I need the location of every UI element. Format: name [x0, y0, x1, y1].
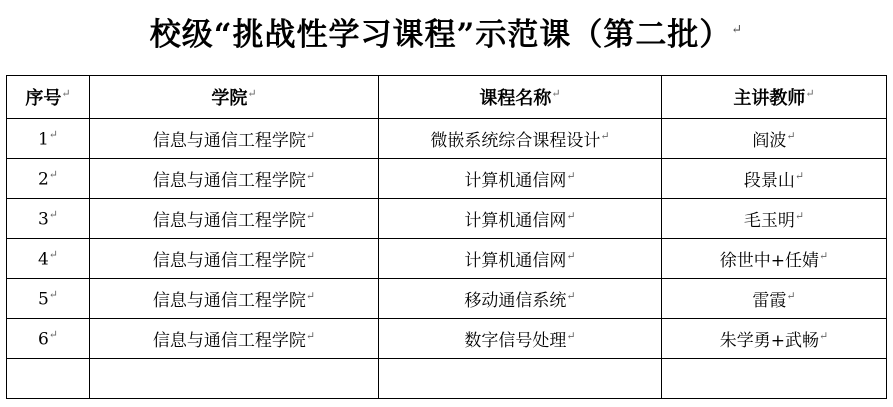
cell-no-text: 3 [37, 209, 49, 230]
cell-no [7, 279, 90, 319]
paragraph-mark-icon: ↵ [305, 329, 316, 343]
cell-dept [90, 239, 379, 279]
paragraph-mark-icon: ↵ [566, 289, 576, 303]
paragraph-mark-icon: ↵ [805, 87, 815, 100]
cell-course-text: 微嵌系统综合课程设计 [430, 131, 601, 151]
cell-teacher [662, 319, 887, 359]
cell-course-text: 移动通信系统 [464, 291, 567, 311]
cell-course [379, 159, 662, 199]
cell-course [379, 119, 662, 159]
table-row [7, 199, 887, 239]
cell-teacher-text: 徐世中+任婧 [719, 251, 820, 271]
column-header-dept [90, 76, 379, 119]
paragraph-mark-icon: ↵ [566, 209, 576, 223]
paragraph-mark-icon: ↵ [794, 169, 805, 183]
paragraph-mark-icon: ↵ [48, 327, 59, 341]
table-row [7, 119, 887, 159]
column-header-no-label: 序号 [25, 88, 62, 109]
cell-no-text: 6 [37, 329, 49, 350]
paragraph-mark-icon: ↵ [48, 127, 59, 141]
paragraph-mark-icon: ↵ [61, 87, 71, 100]
page-title-text: 校级“挑战性学习课程”示范课（第二批） [149, 17, 732, 53]
cell-dept-text: 信息与通信工程学院 [152, 291, 306, 311]
paragraph-mark-icon: ↵ [305, 249, 316, 263]
cell-teacher-text: 雷霞 [752, 291, 787, 311]
course-table [6, 75, 887, 399]
cell-no [7, 359, 90, 399]
cell-teacher [662, 239, 887, 279]
cell-dept-text: 信息与通信工程学院 [152, 211, 306, 231]
cell-teacher-text: 段景山 [743, 171, 795, 191]
cell-dept-text: 信息与通信工程学院 [152, 171, 306, 191]
page-title [0, 0, 893, 51]
cell-course [379, 239, 662, 279]
cell-no [7, 159, 90, 199]
paragraph-mark-icon: ↵ [305, 289, 316, 303]
paragraph-mark-icon: ↵ [731, 22, 744, 38]
paragraph-mark-icon: ↵ [48, 207, 59, 221]
paragraph-mark-icon: ↵ [48, 287, 59, 301]
cell-no-text: 2 [37, 169, 49, 190]
cell-teacher [662, 199, 887, 239]
cell-teacher-text: 朱学勇+武畅 [719, 331, 820, 351]
table-row [7, 319, 887, 359]
cell-dept [90, 119, 379, 159]
column-header-course-label: 课程名称 [479, 88, 552, 109]
cell-teacher [662, 359, 887, 399]
cell-teacher [662, 119, 887, 159]
paragraph-mark-icon: ↵ [819, 249, 829, 263]
cell-course-text: 数字信号处理 [464, 331, 567, 351]
paragraph-mark-icon: ↵ [566, 169, 576, 183]
paragraph-mark-icon: ↵ [247, 87, 257, 100]
table-row [7, 279, 887, 319]
cell-course [379, 319, 662, 359]
column-header-course [379, 76, 662, 119]
paragraph-mark-icon: ↵ [305, 129, 316, 143]
cell-dept [90, 159, 379, 199]
table-row [7, 359, 887, 399]
paragraph-mark-icon: ↵ [794, 209, 805, 223]
cell-no [7, 119, 90, 159]
cell-no-text: 1 [37, 129, 49, 150]
cell-course-text: 计算机通信网 [464, 211, 567, 231]
paragraph-mark-icon: ↵ [305, 169, 316, 183]
cell-course [379, 279, 662, 319]
paragraph-mark-icon: ↵ [566, 249, 576, 263]
cell-teacher [662, 159, 887, 199]
paragraph-mark-icon: ↵ [600, 129, 610, 143]
cell-teacher-text: 阎波 [752, 131, 787, 151]
cell-teacher [662, 279, 887, 319]
cell-course-text: 计算机通信网 [464, 251, 567, 271]
column-header-dept-label: 学院 [211, 88, 248, 109]
column-header-no [7, 76, 90, 119]
cell-course-text: 计算机通信网 [464, 171, 567, 191]
paragraph-mark-icon: ↵ [48, 167, 59, 181]
table-body [7, 119, 887, 399]
cell-dept [90, 319, 379, 359]
cell-dept-text: 信息与通信工程学院 [152, 331, 306, 351]
table-row [7, 239, 887, 279]
table-row [7, 159, 887, 199]
table-header-row [7, 76, 887, 119]
cell-no [7, 199, 90, 239]
paragraph-mark-icon: ↵ [551, 87, 561, 100]
cell-dept-text: 信息与通信工程学院 [152, 251, 306, 271]
paragraph-mark-icon: ↵ [786, 129, 796, 143]
column-header-teacher-label: 主讲教师 [733, 88, 806, 109]
cell-dept [90, 359, 379, 399]
paragraph-mark-icon: ↵ [305, 209, 316, 223]
cell-teacher-text: 毛玉明 [743, 211, 795, 231]
cell-course [379, 199, 662, 239]
cell-dept [90, 199, 379, 239]
cell-no [7, 239, 90, 279]
cell-dept [90, 279, 379, 319]
cell-no-text: 4 [37, 249, 49, 270]
cell-no [7, 319, 90, 359]
paragraph-mark-icon: ↵ [786, 289, 796, 303]
paragraph-mark-icon: ↵ [819, 329, 829, 343]
table-header [7, 76, 887, 119]
cell-no-text: 5 [37, 289, 49, 310]
paragraph-mark-icon: ↵ [48, 247, 59, 261]
paragraph-mark-icon: ↵ [566, 329, 576, 343]
column-header-teacher [662, 76, 887, 119]
cell-course [379, 359, 662, 399]
cell-dept-text: 信息与通信工程学院 [152, 131, 306, 151]
